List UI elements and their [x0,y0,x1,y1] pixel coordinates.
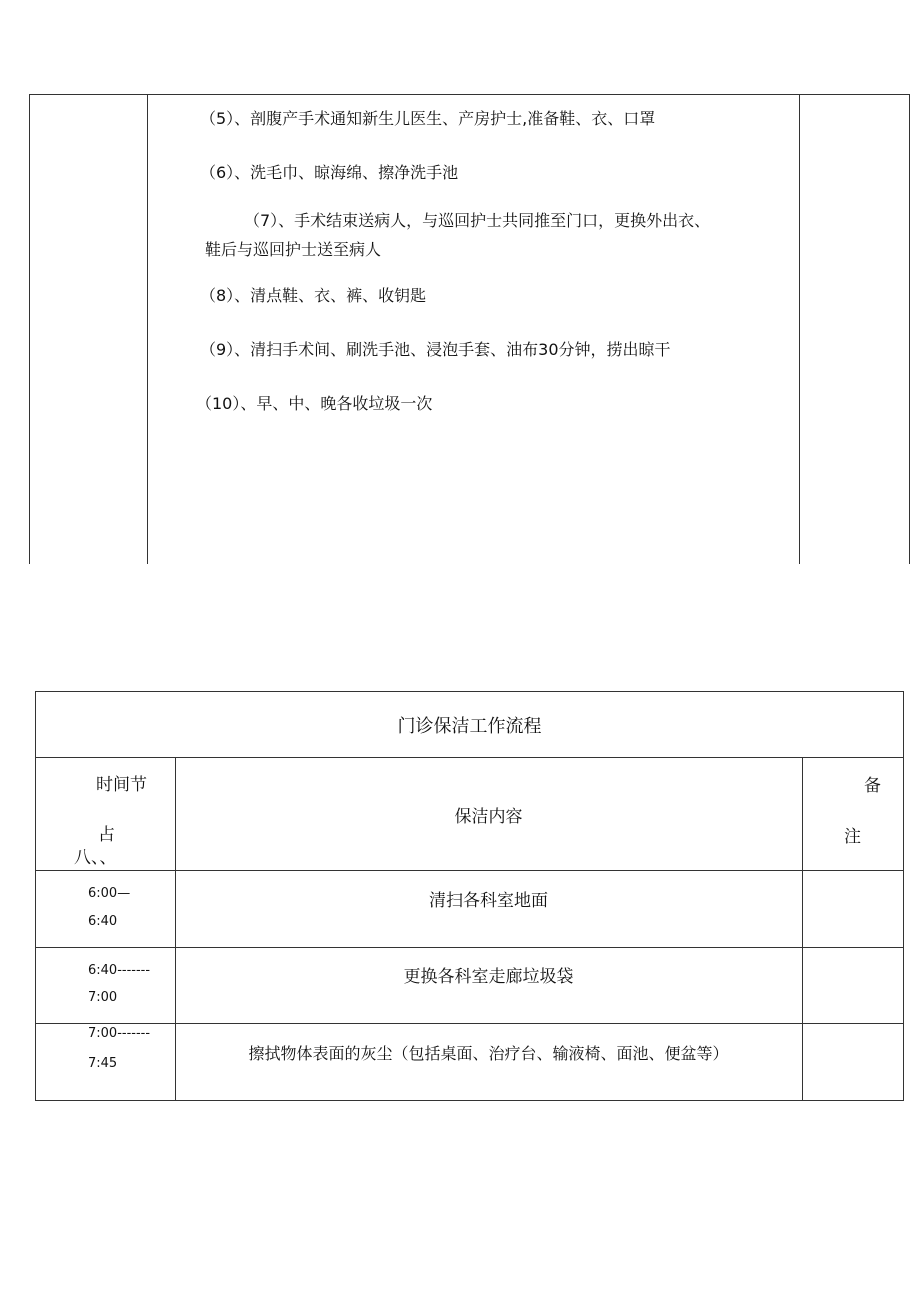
header-remark-line1: 备 [864,776,881,796]
bottom-table-border-bottom [35,1100,904,1101]
row-3-content: 擦拭物体表面的灰尘（包括桌面、治疗台、输液椅、面池、便盆等） [248,1044,729,1063]
row-2-content: 更换各科室走廊垃圾袋 [403,967,574,987]
task-item-5: （5）、剖腹产手术通知新生儿医生、产房护士,准备鞋、衣、口罩 [200,109,656,128]
task-item-7: （7）、手术结束送病人，与巡回护士共同推至门口，更换外出衣、 [244,211,711,230]
row-1-time-end: 6:40 [88,914,118,929]
row-1-time-start: 6:00— [88,886,131,901]
task-item-8: （8）、清点鞋、衣、裤、收钥匙 [200,286,427,305]
top-table-border-right [909,94,910,564]
top-table-border-left [29,94,30,564]
row-1-content: 清扫各科室地面 [429,891,548,911]
row-2-time-end: 7:00 [88,990,118,1005]
header-remark-line2: 注 [844,827,861,847]
bottom-table-row-separator-2 [35,1023,904,1024]
bottom-table-row-separator-1 [35,947,904,948]
row-2-time-start: 6:40------- [88,963,151,978]
header-content: 保洁内容 [454,807,523,827]
bottom-table-header-separator [35,870,904,871]
top-table-divider-2 [799,94,800,564]
top-table-divider-1 [147,94,148,564]
table-title: 门诊保洁工作流程 [397,716,542,737]
row-3-time-start: 7:00------- [88,1026,151,1041]
bottom-table-divider-2 [802,757,803,1101]
row-3-time-end: 7:45 [88,1056,118,1071]
header-time-line3: 八、、 [74,848,117,868]
task-item-6: （6）、洗毛巾、晾海绵、擦净洗手池 [200,163,459,182]
bottom-table-border-top [35,691,904,692]
task-item-9: （9）、清扫手术间、刷洗手池、浸泡手套、油布30分钟，捞出晾干 [200,340,671,359]
header-time-line2: 占 [98,825,115,845]
task-item-10: （10）、早、中、晚各收垃圾一次 [196,394,433,413]
bottom-table-border-right [903,691,904,1101]
bottom-table-border-left [35,691,36,1101]
task-item-7-cont: 鞋后与巡回护士送至病人 [205,240,382,259]
header-time-line1: 时间节 [96,775,147,795]
bottom-table-title-separator [35,757,904,758]
top-table-border-top [29,94,910,95]
